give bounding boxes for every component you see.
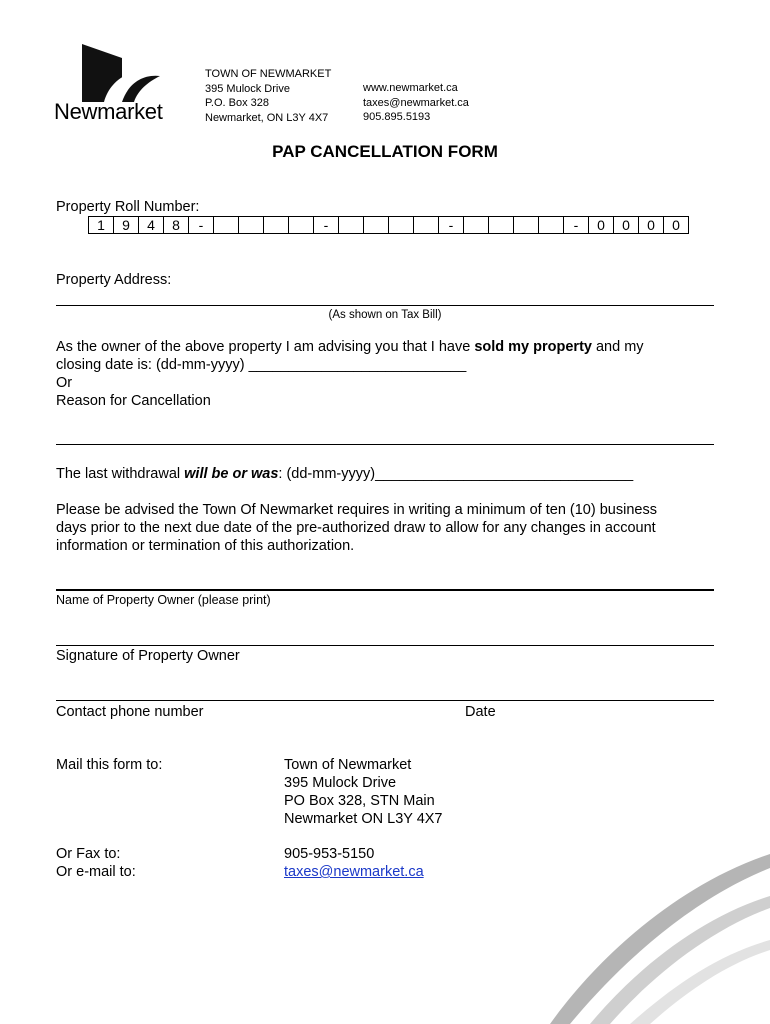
mail-address (284, 756, 443, 828)
statement-bold-text: sold my property (474, 339, 592, 355)
roll-number-grid (88, 216, 689, 234)
sold-statement (56, 338, 644, 356)
or-text: Or (56, 375, 73, 391)
roll-cell[interactable]: - (439, 217, 464, 234)
roll-cell[interactable] (389, 217, 414, 234)
website-text: www.newmarket.ca (363, 82, 458, 94)
form-title: PAP CANCELLATION FORM (272, 142, 498, 161)
roll-cell[interactable] (214, 217, 239, 234)
reason-label: Reason for Cancellation (56, 393, 211, 409)
roll-cell[interactable]: 9 (114, 217, 139, 234)
roll-number-label: Property Roll Number: (56, 199, 200, 215)
email-link[interactable]: taxes@newmarket.ca (284, 864, 424, 880)
withdrawal-text: The last withdrawal (56, 466, 185, 482)
phone-text: 905.895.5193 (363, 111, 431, 123)
roll-cell[interactable]: - (314, 217, 339, 234)
phone-label: Contact phone number (56, 704, 204, 720)
closing-date-line[interactable]: closing date is: (dd-mm-yyyy) ___________________________ (56, 357, 467, 373)
address-line: P.O. Box 328 (205, 97, 270, 109)
advisory-paragraph (56, 501, 657, 555)
tax-bill-note: (As shown on Tax Bill) (328, 309, 442, 321)
email-label: Or e-mail to: (56, 864, 136, 880)
newmarket-logo (52, 44, 177, 126)
roll-cell[interactable]: - (564, 217, 589, 234)
signature-line[interactable] (56, 645, 714, 646)
roll-cell[interactable] (514, 217, 539, 234)
fax-number: 905-953-5150 (284, 846, 375, 862)
address-line: Newmarket, ON L3Y 4X7 (205, 111, 329, 124)
roll-cell[interactable]: 0 (589, 217, 614, 234)
roll-cell[interactable]: 0 (639, 217, 664, 234)
logo-text: Newmarket (54, 99, 163, 124)
statement-text-end: and my (591, 339, 644, 355)
roll-cell[interactable]: 8 (164, 217, 189, 234)
owner-name-line[interactable] (56, 589, 714, 591)
roll-cell[interactable] (414, 217, 439, 234)
roll-cell[interactable] (339, 217, 364, 234)
withdrawal-line[interactable] (56, 465, 633, 483)
swoosh-decoration-icon (530, 844, 770, 1024)
mail-address-line: PO Box 328, STN Main (284, 793, 435, 809)
owner-name-label: Name of Property Owner (please print) (56, 593, 271, 607)
address-line: 395 Mulock Drive (205, 82, 290, 95)
phone-date-line[interactable] (56, 700, 714, 701)
roll-cell[interactable] (464, 217, 489, 234)
mail-address-line: Town of Newmarket (284, 757, 412, 773)
roll-cell[interactable] (264, 217, 289, 234)
reason-line[interactable] (56, 444, 714, 445)
property-address-line[interactable] (56, 305, 714, 306)
roll-cell[interactable] (489, 217, 514, 234)
header-address (205, 67, 331, 125)
roll-cell[interactable]: 0 (614, 217, 639, 234)
advisory-line: information or termination of this authorization. (56, 538, 355, 554)
roll-cell[interactable]: 0 (664, 217, 689, 234)
mail-address-line: 395 Mulock Drive (284, 775, 397, 791)
advisory-line: days prior to the next due date of the pre-authorized draw to allow for any changes in account (56, 520, 656, 536)
mail-label: Mail this form to: (56, 757, 163, 773)
withdrawal-date-field: : (dd-mm-yyyy)________________________________ (278, 466, 634, 482)
advisory-line: Please be advised the Town Of Newmarket requires in writing a minimum of ten (10) business (56, 502, 657, 518)
newmarket-logo-icon (52, 44, 177, 104)
roll-cell[interactable] (539, 217, 564, 234)
fax-label: Or Fax to: (56, 846, 121, 862)
roll-cell[interactable] (239, 217, 264, 234)
mail-address-line: Newmarket ON L3Y 4X7 (284, 811, 443, 827)
roll-cell[interactable]: 1 (89, 217, 114, 234)
withdrawal-emphasis: will be or was (184, 466, 279, 482)
roll-cell[interactable]: - (189, 217, 214, 234)
roll-cell[interactable] (364, 217, 389, 234)
property-address-label: Property Address: (56, 272, 172, 288)
email-text: taxes@newmarket.ca (363, 96, 469, 109)
address-line: TOWN OF NEWMARKET (205, 68, 332, 80)
statement-text: As the owner of the above property I am advising you that I have (56, 339, 475, 355)
roll-cell[interactable]: 4 (139, 217, 164, 234)
header-contact (363, 81, 469, 125)
signature-label: Signature of Property Owner (56, 648, 240, 664)
date-label: Date (465, 704, 496, 720)
roll-cell[interactable] (289, 217, 314, 234)
